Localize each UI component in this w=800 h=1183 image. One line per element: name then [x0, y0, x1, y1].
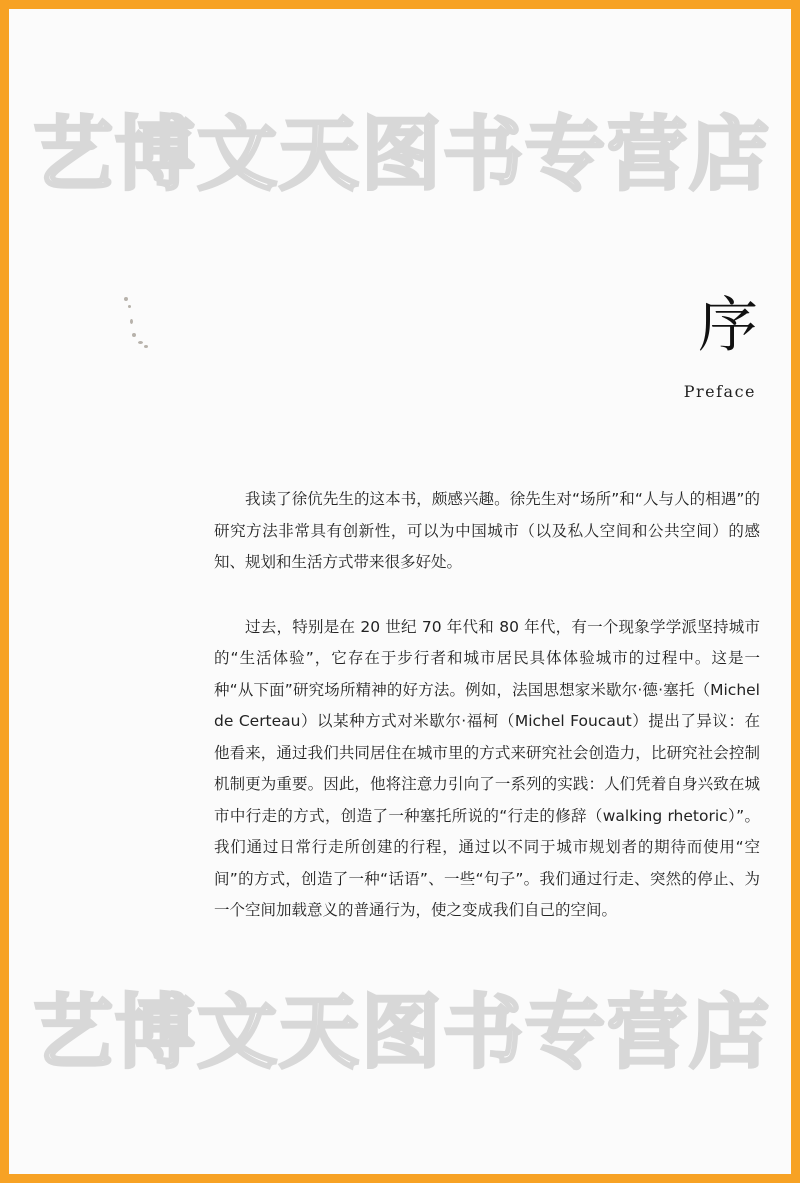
- paper-specks: [120, 295, 160, 355]
- paragraph: 过去，特别是在 20 世纪 70 年代和 80 年代，有一个现象学学派坚持城市的“生活体验”，它存在于步行者和城市居民具体体验城市的过程中。这是一种“从下面”研究场所精神的好方法。例如，法国思想家米歇尔·德·塞托（Michel de Certeau）以某种方式对米歇尔·福柯（Michel Foucaut）提出了异议：在他看来，通过我们共同居住在城市里的方式来研究社会创造力，比研究社会控制机制更为重要。因此，他将注意力引向了一系列的实践：人们凭着自身兴致在城市中行走的方式，创造了一种塞托所说的“行走的修辞（walking rhetoric）”。我们通过日常行走所创建的行程，通过以不同于城市规划者的期待而使用“空间”的方式，创造了一种“话语”、一些“句子”。我们通过行走、突然的停止、为一个空间加载意义的普通行为，使之变成我们自己的空间。: [214, 617, 760, 919]
- watermark-bottom: 艺博文天图书专营店: [33, 986, 771, 1079]
- page-subtitle: Preface: [683, 382, 756, 401]
- paragraph: 我读了徐伉先生的这本书，颇感兴趣。徐先生对“场所”和“人与人的相遇”的研究方法非常具有创新性，可以为中国城市（以及私人空间和公共空间）的感知、规划和生活方式带来很多好处。: [214, 490, 760, 571]
- watermark-top: 艺博文天图书专营店: [33, 108, 771, 201]
- body-text: [214, 484, 760, 927]
- page-title: 序: [698, 291, 758, 361]
